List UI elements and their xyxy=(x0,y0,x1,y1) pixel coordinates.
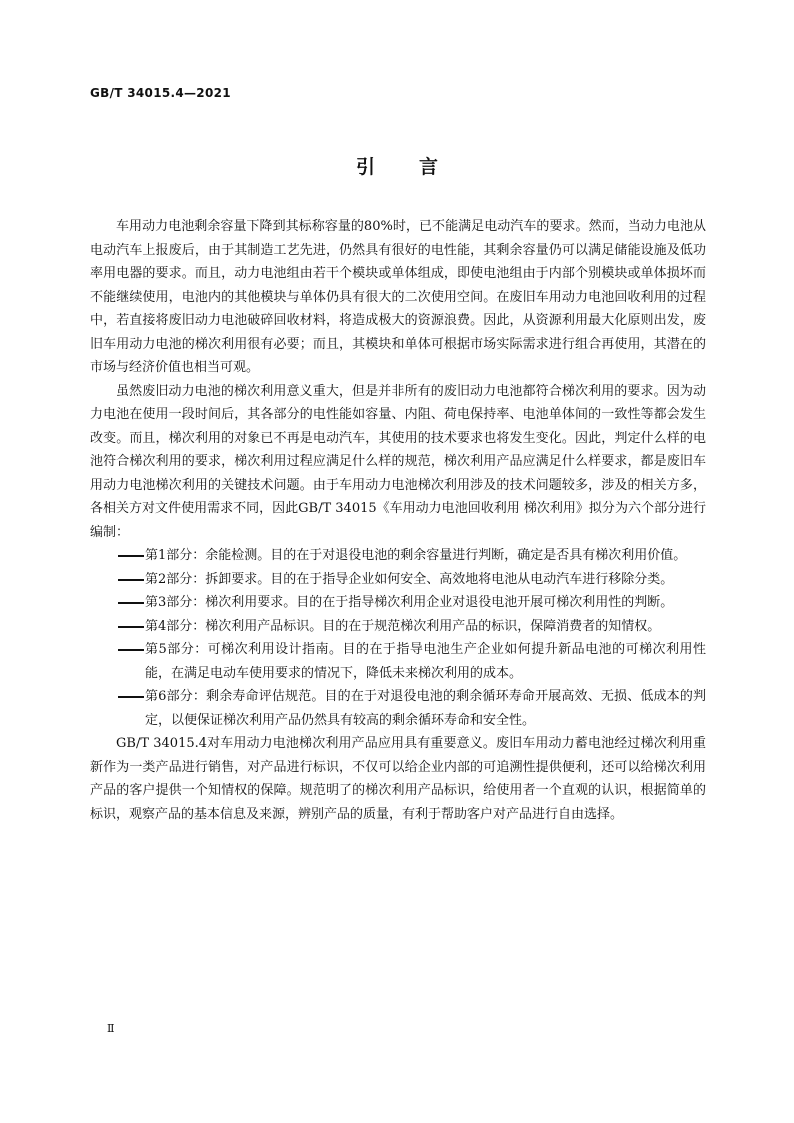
list-item-part-4 xyxy=(90,615,706,639)
em-dash-icon xyxy=(118,602,144,604)
em-dash-icon xyxy=(118,579,144,581)
em-dash-icon xyxy=(118,626,144,628)
em-dash-icon xyxy=(118,555,144,557)
document-body xyxy=(90,215,706,826)
list-item-text: 第5部分：可梯次利用设计指南。目的在于指导电池生产企业如何提升新品电池的可梯次利用性能，在满足电动车使用要求的情况下，降低未来梯次利用的成本。 xyxy=(145,642,706,681)
list-item-text: 第6部分：剩余寿命评估规范。目的在于对退役电池的剩余循环寿命开展高效、无损、低成本的判定，以便保证梯次利用产品仍然具有较高的剩余循环寿命和安全性。 xyxy=(145,689,706,728)
paragraph-series-structure: 虽然废旧动力电池的梯次利用意义重大，但是并非所有的废旧动力电池都符合梯次利用的要求。因为动力电池在使用一段时间后，其各部分的电性能如容量、内阻、荷电保持率、电池单体间的一致性等都会发生改变。而且，梯次利用的对象已不再是电动汽车，其使用的技术要求也将发生变化。因此，判定什么样的电池符合梯次利用的要求，梯次利用过程应满足什么样的规范，梯次利用产品应满足什么样要求，都是废旧车用动力电池梯次利用的关键技术问题。由于车用动力电池梯次利用涉及的技术问题较多，涉及的相关方多，各相关方对文件使用需求不同，因此GB/T 34015《车用动力电池回收利用 梯次利用》拟分为六个部分进行编制： xyxy=(90,383,706,540)
page-title: 引言 xyxy=(355,156,482,178)
list-item-part-1 xyxy=(90,544,706,568)
list-item-part-3 xyxy=(90,591,706,615)
list-item-part-2 xyxy=(90,568,706,592)
list-item-text: 第2部分：拆卸要求。目的在于指导企业如何安全、高效地将电池从电动汽车进行移除分类。 xyxy=(145,571,674,587)
em-dash-icon xyxy=(118,696,144,698)
list-item-text: 第4部分：梯次利用产品标识。目的在于规范梯次利用产品的标识，保障消费者的知情权。 xyxy=(145,618,661,634)
paragraph-part4-significance: GB/T 34015.4对车用动力电池梯次利用产品应用具有重要意义。废旧车用动力蓄电池经过梯次利用重新作为一类产品进行销售，对产品进行标识，不仅可以给企业内部的可追溯性提供便利，还可以给梯次利用产品的客户提供一个知情权的保障。规范明了的梯次利用产品标识，给使用者一个直观的认识，根据简单的标识，观察产品的基本信息及来源，辨别产品的质量，有利于帮助客户对产品进行自由选择。 xyxy=(90,736,706,822)
list-item-part-5 xyxy=(90,638,706,685)
list-item-part-6 xyxy=(90,685,706,732)
list-item-text: 第1部分：余能检测。目的在于对退役电池的剩余容量进行判断，确定是否具有梯次利用价值。 xyxy=(145,548,687,563)
em-dash-icon xyxy=(118,649,144,651)
paragraph-background: 车用动力电池剩余容量下降到其标称容量的80%时，已不能满足电动汽车的要求。然而，当动力电池从电动汽车上报废后，由于其制造工艺先进，仍然具有很好的电性能，其剩余容量仍可以满足储能设施及低功率用电器的要求。而且，动力电池组由若干个模块或单体组成，即使电池组由于内部个别模块或单体损坏而不能继续使用，电池内的其他模块与单体仍具有很大的二次使用空间。在废旧车用动力电池回收利用的过程中，若直接将废旧动力电池破碎回收材料，将造成极大的资源浪费。因此，从资源利用最大化原则出发，废旧车用动力电池的梯次利用很有必要；而且，其模块和单体可根据市场实际需求进行组合再使用，其潜在的市场与经济价值也相当可观。 xyxy=(90,219,706,375)
standard-code: GB/T 34015.4—2021 xyxy=(90,86,231,100)
list-item-text: 第3部分：梯次利用要求。目的在于指导梯次利用企业对退役电池开展可梯次利用性的判断。 xyxy=(145,595,674,610)
page-number: Ⅱ xyxy=(107,1022,115,1035)
